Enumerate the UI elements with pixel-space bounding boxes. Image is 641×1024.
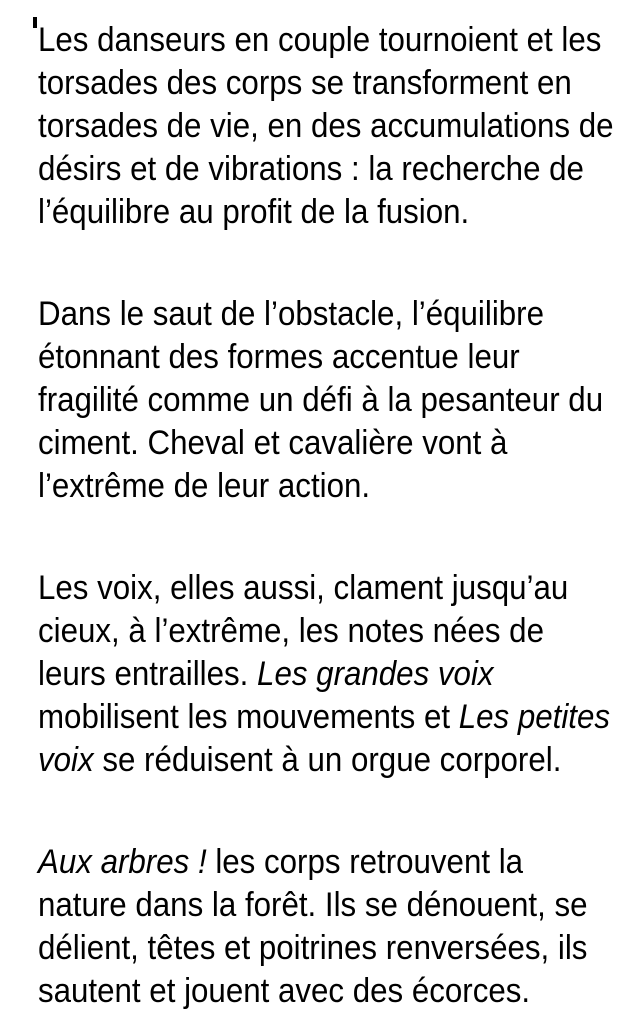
document-text	[38, 19, 614, 1013]
text-run-italic: Les grandes voix	[257, 655, 494, 693]
paragraph	[38, 841, 614, 1013]
text-run: mobilisent les mouvements et	[38, 698, 459, 736]
text-run: cieux, à l’extrême, les notes nées de	[38, 612, 544, 650]
text-line	[38, 927, 614, 970]
text-line	[38, 610, 614, 653]
text-run: fragilité comme un défi à la pesanteur du	[38, 381, 604, 419]
paragraph	[38, 567, 614, 782]
cropped-text-remnant	[33, 17, 37, 28]
text-line	[38, 293, 614, 336]
text-run-italic: voix	[38, 741, 94, 779]
text-line	[38, 465, 614, 508]
text-run: les corps retrouvent la	[206, 843, 524, 881]
text-line	[38, 884, 614, 927]
text-run: Dans le saut de l’obstacle, l’équilibre	[38, 295, 544, 333]
text-line	[38, 422, 614, 465]
text-run-italic: Aux arbres !	[38, 843, 207, 881]
text-run: sautent et jouent avec des écorces.	[38, 972, 531, 1010]
text-line	[38, 379, 614, 422]
text-run: l’extrême de leur action.	[38, 467, 371, 505]
text-line	[38, 62, 614, 105]
text-run: désirs et de vibrations : la recherche de	[38, 150, 584, 188]
text-line	[38, 841, 614, 884]
text-run: torsades de vie, en des accumulations de	[38, 107, 614, 145]
text-line	[38, 653, 614, 696]
text-line	[38, 696, 614, 739]
text-line	[38, 191, 614, 234]
text-line	[38, 105, 614, 148]
text-run: leurs entrailles.	[38, 655, 258, 693]
text-line	[38, 19, 614, 62]
text-line	[38, 970, 614, 1013]
text-run-italic: Les petites	[458, 698, 611, 736]
paragraph	[38, 293, 614, 508]
text-line	[38, 567, 614, 610]
text-run: torsades des corps se transforment en	[38, 64, 572, 102]
text-line	[38, 739, 614, 782]
text-run: se réduisent à un orgue corporel.	[93, 741, 562, 779]
text-run: étonnant des formes accentue leur	[38, 338, 520, 376]
text-run: Les danseurs en couple tournoient et les	[38, 21, 602, 59]
text-run: l’équilibre au profit de la fusion.	[38, 193, 470, 231]
text-line	[38, 336, 614, 379]
paragraph	[38, 19, 614, 234]
text-run: délient, têtes et poitrines renversées, ils	[38, 929, 588, 967]
text-run: nature dans la forêt. Ils se dénouent, se	[38, 886, 588, 924]
text-run: Les voix, elles aussi, clament jusqu’au	[38, 569, 569, 607]
text-run: ciment. Cheval et cavalière vont à	[38, 424, 508, 462]
text-line	[38, 148, 614, 191]
